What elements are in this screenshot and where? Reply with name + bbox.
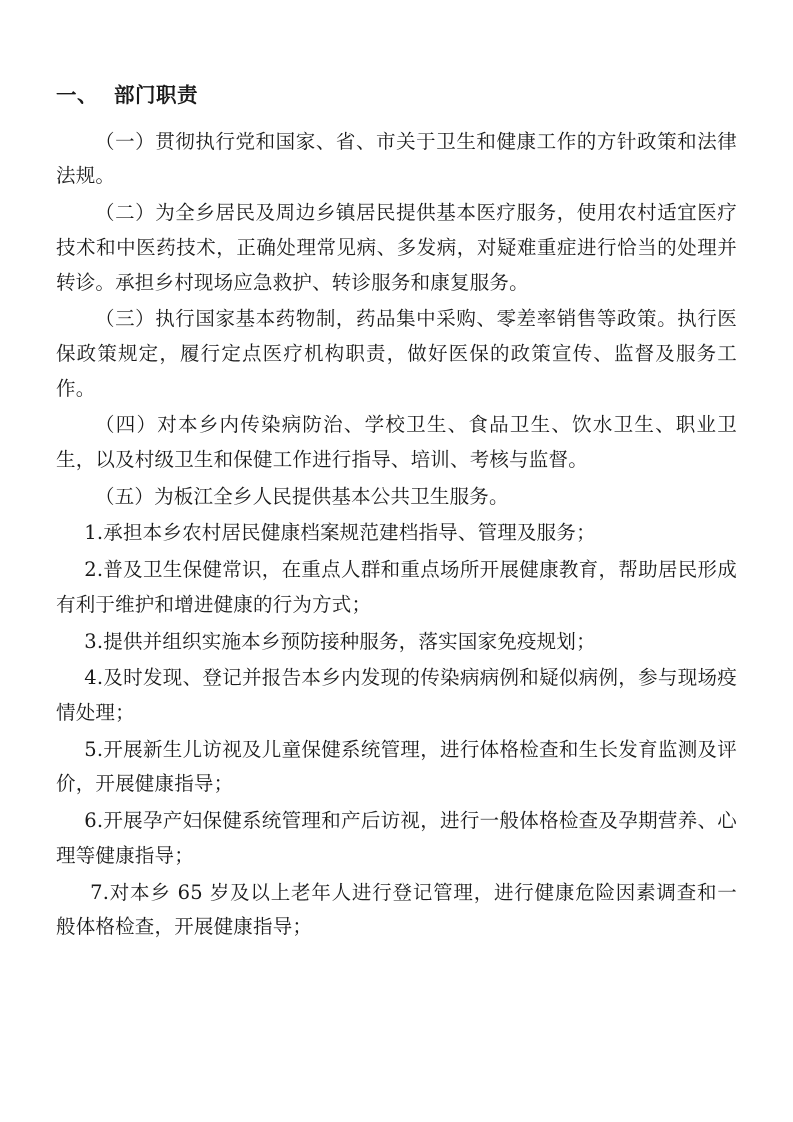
paragraph-sub-7: 7.对本乡 65 岁及以上老年人进行登记管理，进行健康危险因素调查和一般体格检查，开展健康指导；	[56, 880, 737, 939]
paragraph-sub-5: 5.开展新生儿访视及儿童保健系统管理，进行体格检查和生长发育监测及评价，开展健康指导；	[56, 737, 737, 796]
page-title	[56, 80, 737, 111]
paragraph-item-3: （三）执行国家基本药物制，药品集中采购、零差率销售等政策。执行医保政策规定，履行定点医疗机构职责，做好医保的政策宣传、监督及服务工作。	[56, 307, 737, 400]
section-title: 部门职责	[114, 83, 198, 107]
document-body	[56, 80, 737, 945]
paragraph-sub-1: 1.承担本乡农村居民健康档案规范建档指导、管理及服务；	[84, 521, 596, 545]
paragraph-sub-6: 6.开展孕产妇保健系统管理和产后访视，进行一般体格检查及孕期营养、心理等健康指导；	[56, 809, 737, 867]
section-number: 一、	[56, 83, 98, 107]
paragraph-item-4: （四）对本乡内传染病防治、学校卫生、食品卫生、饮水卫生、职业卫生，以及村级卫生和保健工作进行指导、培训、考核与监督。	[56, 413, 737, 472]
paragraph-item-1: （一）贯彻执行党和国家、省、市关于卫生和健康工作的方针政策和法律法规。	[56, 129, 737, 188]
paragraph-sub-3: 3.提供并组织实施本乡预防接种服务，落实国家免疫规划；	[84, 629, 596, 653]
paragraph-item-5: （五）为板江全乡人民提供基本公共卫生服务。	[95, 484, 509, 508]
paragraph-sub-4: 4.及时发现、登记并报告本乡内发现的传染病病例和疑似病例，参与现场疫情处理；	[56, 666, 737, 724]
paragraph-sub-2: 2.普及卫生保健常识，在重点人群和重点场所开展健康教育，帮助居民形成有利于维护和增进健康的行为方式；	[56, 558, 737, 616]
paragraph-item-2: （二）为全乡居民及周边乡镇居民提供基本医疗服务，使用农村适宜医疗技术和中医药技术，正确处理常见病、多发病，对疑难重症进行恰当的处理并转诊。承担乡村现场应急救护、转诊服务和康复服务。	[56, 201, 737, 294]
